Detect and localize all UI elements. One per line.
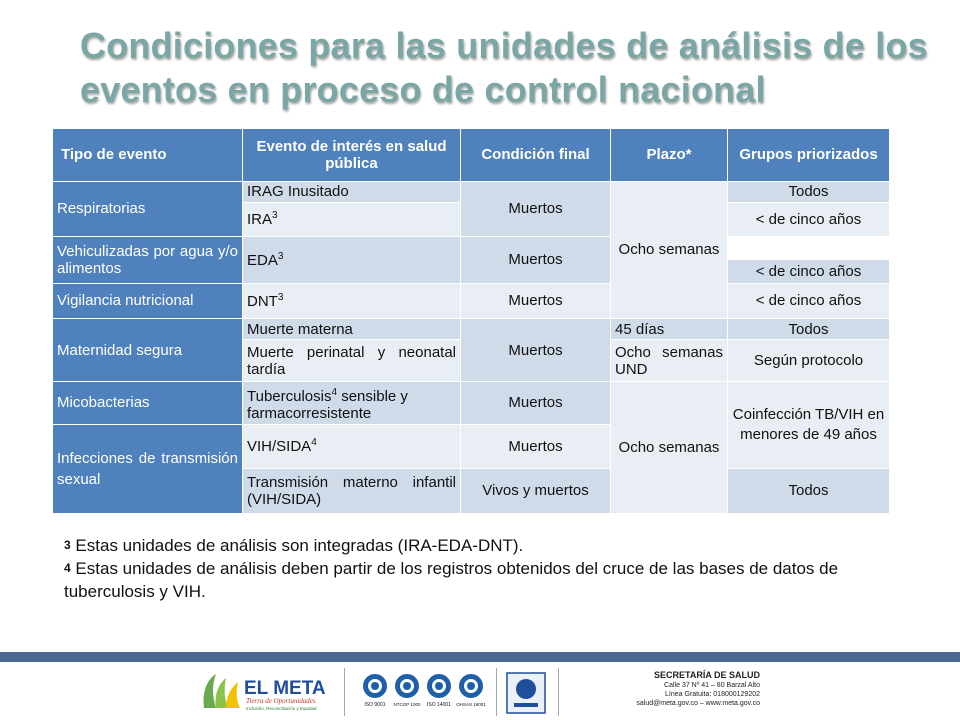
- condicion-vih: Muertos: [461, 424, 611, 468]
- footer-separator: [496, 668, 497, 716]
- svg-text:Tierra de Oportunidades: Tierra de Oportunidades: [246, 697, 316, 705]
- footer-separator: [558, 668, 559, 716]
- secretaria-contact: [576, 670, 760, 708]
- plazo-45-dias: 45 días: [611, 319, 728, 340]
- secretaria-phone: Línea Gratuita: 018000129202: [665, 691, 760, 698]
- svg-text:EL META: EL META: [244, 678, 326, 699]
- header-grupos: Grupos priorizados: [728, 129, 890, 182]
- header-tipo: Tipo de evento: [53, 129, 243, 182]
- evento-dnt: DNT$^3$: [243, 283, 461, 319]
- secretaria-name: SECRETARÍA DE SALUD: [653, 670, 760, 680]
- footer-separator: [344, 668, 345, 716]
- grupo-muerte-materna: Todos: [728, 319, 890, 340]
- cert-iso9001-icon: [360, 672, 390, 712]
- cat-maternidad: Maternidad segura: [53, 319, 243, 382]
- header-evento: Evento de interés en salud pública: [243, 129, 461, 182]
- evento-tuberculosis: Tuberculosis$^4$ sensible y farmacorresistente: [243, 382, 461, 424]
- table-row: [53, 283, 890, 319]
- table-row: [53, 181, 890, 202]
- condicion-respiratorias: Muertos: [461, 181, 611, 237]
- table-header-row: [53, 129, 890, 182]
- plazo-ocho-semanas-und: Ocho semanas UND: [611, 340, 728, 382]
- svg-text:ISO 9001: ISO 9001: [364, 702, 386, 708]
- award-seal-icon: [506, 672, 546, 714]
- table-row: [53, 237, 890, 260]
- grupo-eda: < de cinco años: [728, 260, 890, 283]
- svg-text:OHSAS 18001: OHSAS 18001: [456, 702, 486, 707]
- secretaria-web: salud@meta.gov.co – www.meta.gov.co: [636, 700, 760, 707]
- cat-vigilancia: Vigilancia nutricional: [53, 283, 243, 319]
- footnote-3: $^3$ Estas unidades de análisis son integradas (IRA-EDA-DNT).: [64, 536, 524, 555]
- svg-text:ISO 14001: ISO 14001: [427, 702, 451, 708]
- footnotes: [64, 534, 884, 603]
- cat-vehiculizadas: Vehiculizadas por agua y/o alimentos: [53, 237, 243, 283]
- condicion-transmision: Vivos y muertos: [461, 468, 611, 513]
- evento-muerte-materna: Muerte materna: [243, 319, 461, 340]
- header-plazo: Plazo*: [611, 129, 728, 182]
- evento-muerte-perinatal: Muerte perinatal y neonatal tardía: [243, 340, 461, 382]
- plazo-ocho-semanas-1: Ocho semanas: [611, 181, 728, 319]
- condicion-micobacterias: Muertos: [461, 382, 611, 424]
- evento-ira: IRA$^3$: [243, 202, 461, 237]
- page-title: Condiciones para las unidades de análisis de los eventos en proceso de control nacional: [80, 25, 928, 110]
- svg-text:NTCGP 1000: NTCGP 1000: [393, 702, 421, 707]
- grupo-transmision: Todos: [728, 468, 890, 513]
- grupo-ira: < de cinco años: [728, 202, 890, 237]
- condicion-maternidad: Muertos: [461, 319, 611, 382]
- cat-respiratorias: Respiratorias: [53, 181, 243, 237]
- grupo-coinfeccion: Coinfección TB/VIH en menores de 49 años: [728, 382, 890, 468]
- cert-ntcgp1000-icon: [392, 672, 422, 712]
- grupo-muerte-perinatal: Según protocolo: [728, 340, 890, 382]
- table-row: [53, 319, 890, 340]
- condicion-vigilancia: Muertos: [461, 283, 611, 319]
- cert-iso14001-icon: [424, 672, 454, 712]
- cat-micobacterias: Micobacterias: [53, 382, 243, 424]
- meta-logo: [198, 668, 338, 714]
- condicion-vehiculizadas: Muertos: [461, 237, 611, 283]
- evento-transmision: Transmisión materno infantil (VIH/SIDA): [243, 468, 461, 513]
- cert-ohsas18001-icon: [456, 672, 486, 712]
- svg-text:Inclusión, Reconciliación y Eq: Inclusión, Reconciliación y Equidad: [246, 706, 317, 711]
- footer-bar: [0, 652, 960, 662]
- table-row: [53, 382, 890, 424]
- events-table: [52, 128, 890, 514]
- grupo-irag: Todos: [728, 181, 890, 202]
- plazo-ocho-semanas-2: Ocho semanas: [611, 382, 728, 514]
- evento-irag: IRAG Inusitado: [243, 181, 461, 202]
- cat-infecciones: Infecciones de transmisión sexual: [53, 424, 243, 513]
- evento-eda: EDA$^3$: [243, 237, 461, 283]
- evento-vih: VIH/SIDA$^4$: [243, 424, 461, 468]
- secretaria-address: Calle 37 Nº 41 – 80 Barzal Alto: [664, 682, 760, 689]
- footnote-4: $^4$ Estas unidades de análisis deben partir de los registros obtenidos del cruce de las bases de datos de tuberculosis y VIH.: [64, 559, 839, 601]
- header-condicion: Condición final: [461, 129, 611, 182]
- grupo-dnt: < de cinco años: [728, 283, 890, 319]
